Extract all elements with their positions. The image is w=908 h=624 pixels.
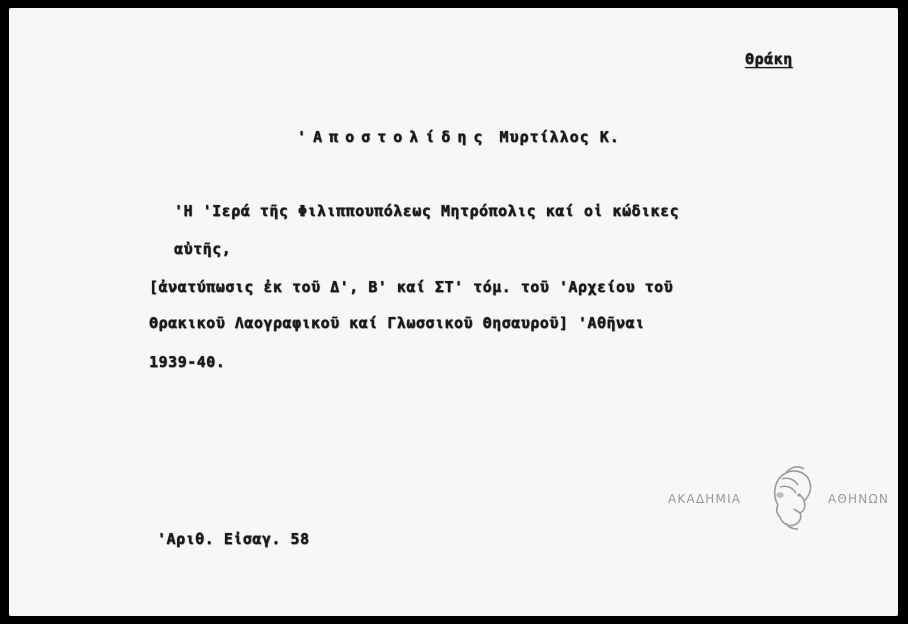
publication-line-2: Θρακικοῦ Λαογραφικοῦ καί Γλωσσικοῦ Θησαυροῦ] 'Αθῆναι: [149, 314, 645, 332]
author-given-name: Μυρτίλλος Κ.: [499, 128, 620, 146]
author-surname: 'Αποστολίδης: [297, 128, 490, 146]
watermark-text-left: ΑΚΑΔΗΜΙΑ: [668, 492, 742, 506]
watermark-text-right: ΑΘΗΝΩΝ: [828, 492, 890, 506]
title-line-2: αὐτῆς,: [174, 240, 232, 258]
title-line-1: 'Η 'Ιερά τῆς Φιλιππουπόλεως Μητρόπολις καί οἱ κώδικες: [174, 202, 680, 220]
academy-watermark: [668, 465, 900, 535]
publication-year: 1939-40.: [149, 353, 226, 371]
publication-line-1: [ἀνατύπωσις ἐκ τοῦ Δ', Β' καί ΣΤ' τόμ. τοῦ 'Αρχείου τοῦ: [149, 278, 674, 296]
author-line: [297, 128, 620, 146]
topic-heading: Θράκη: [745, 50, 793, 68]
athena-head-logo-icon: [764, 465, 820, 531]
accession-number: 'Αριθ. Εἰσαγ. 58: [157, 530, 310, 548]
